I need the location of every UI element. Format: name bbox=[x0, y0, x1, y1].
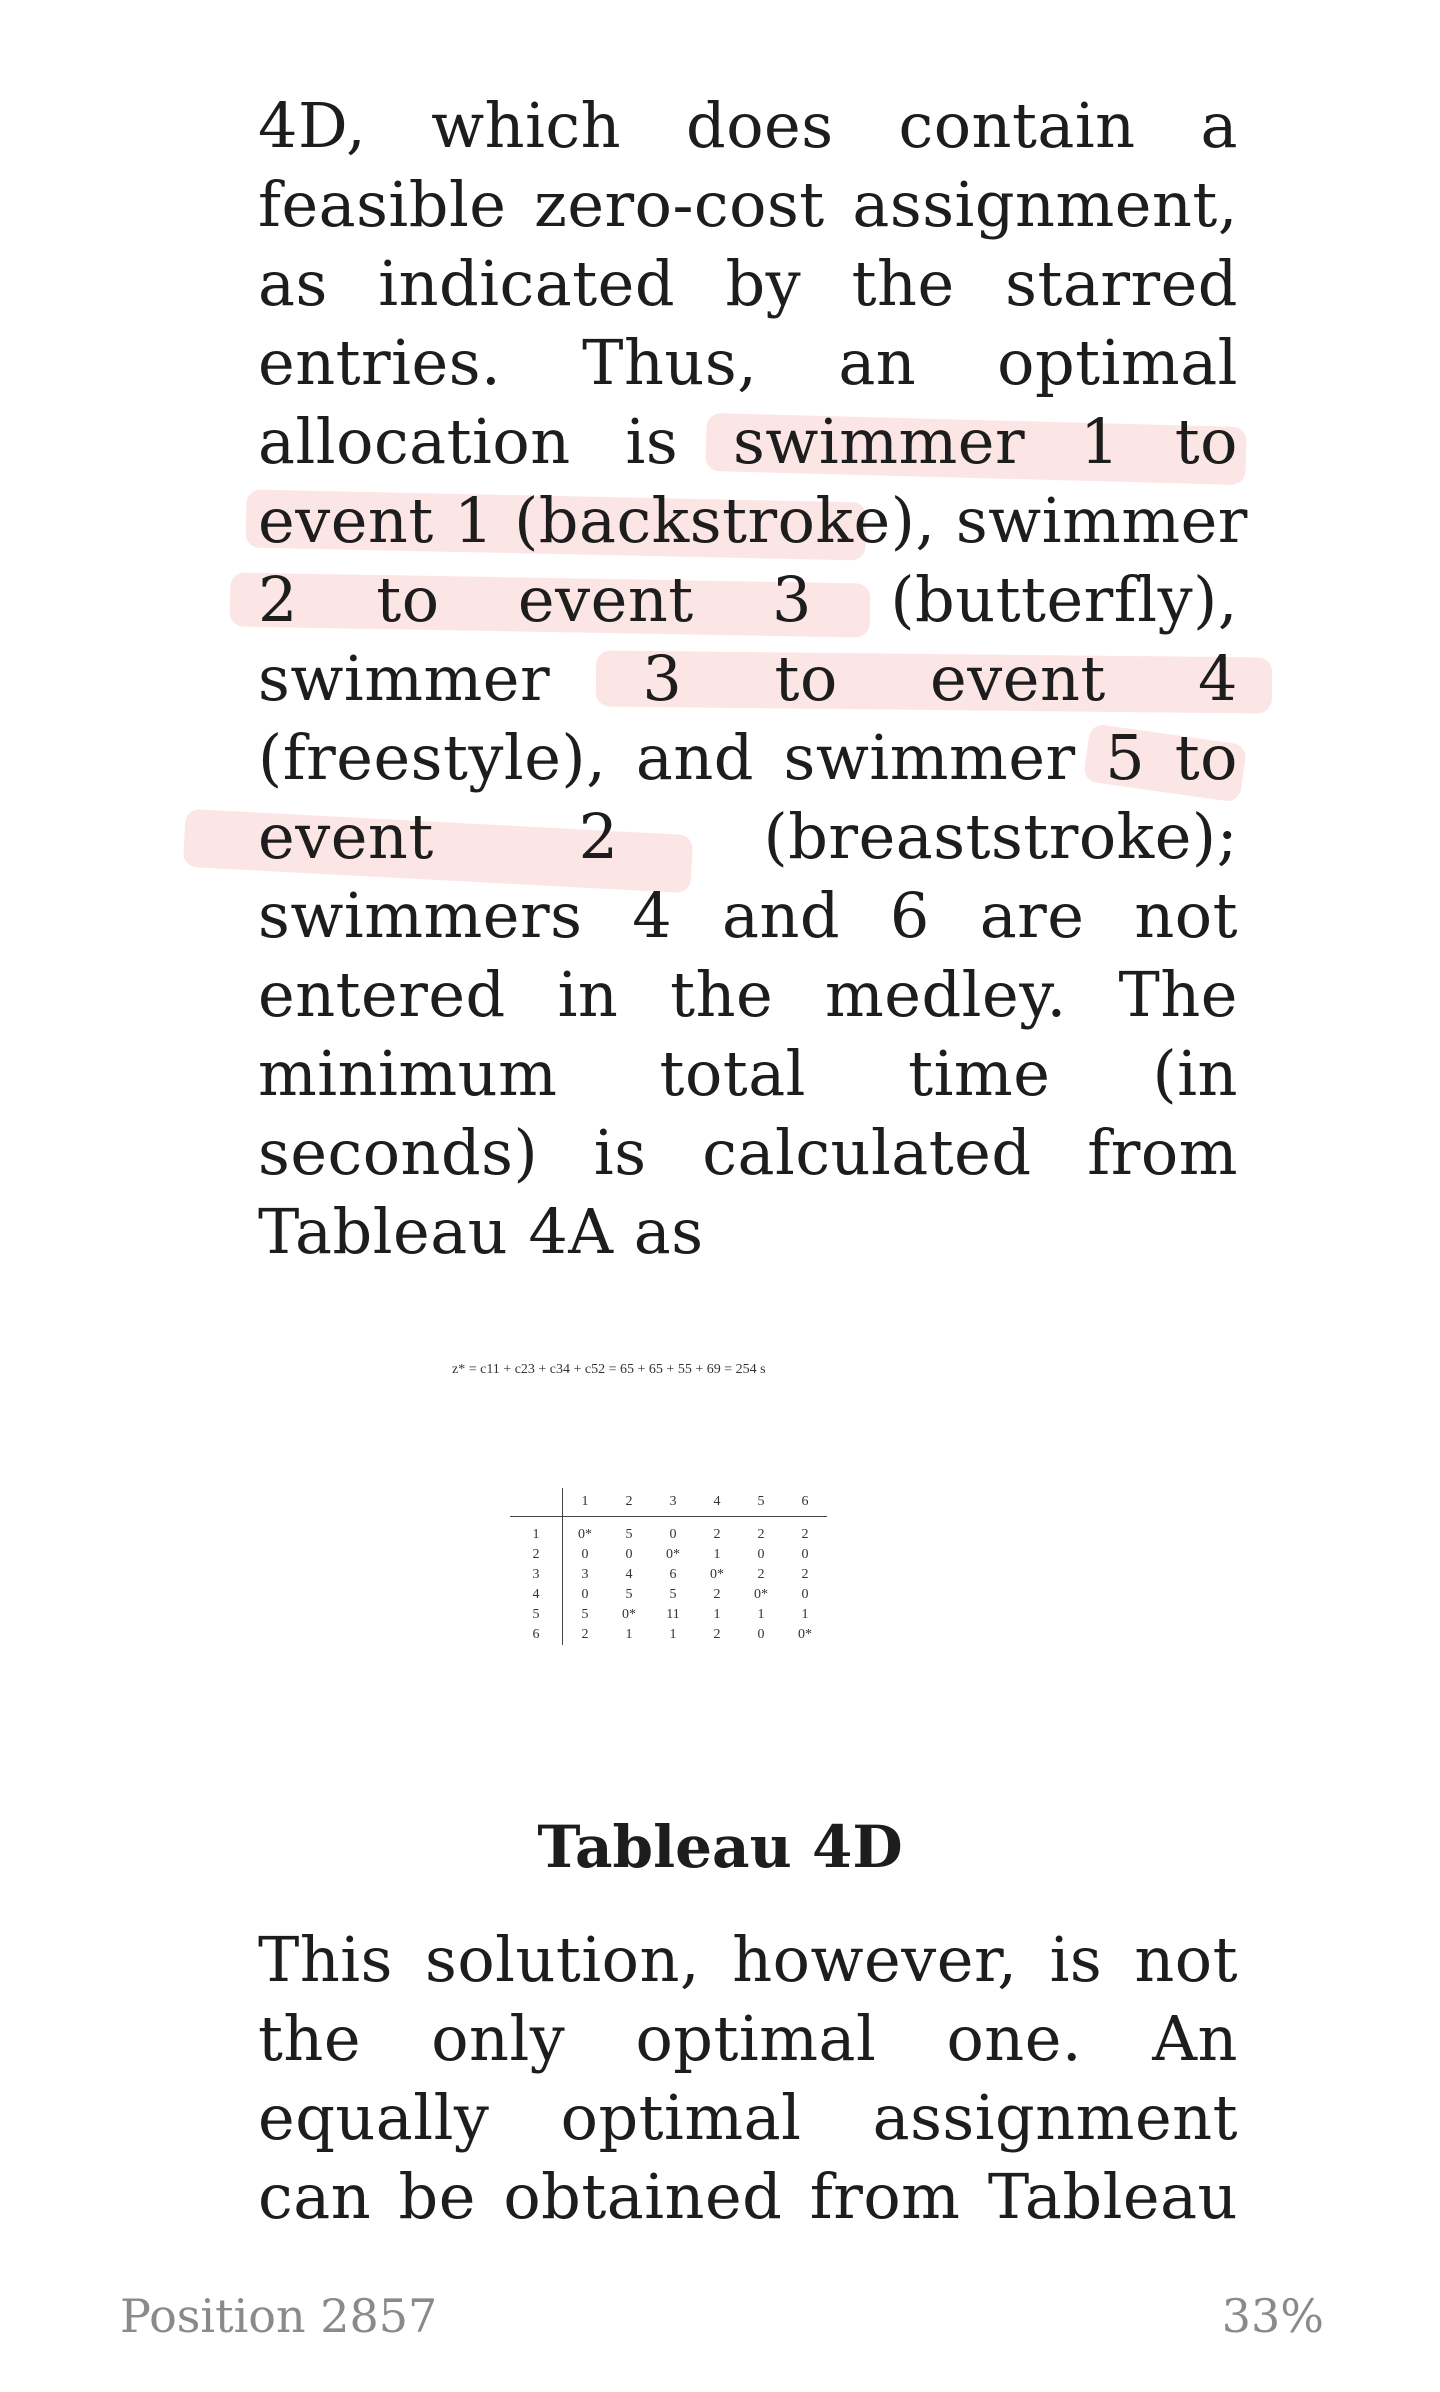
column-header: 4 bbox=[695, 1488, 739, 1517]
table-cell: 11 bbox=[666, 1607, 680, 1622]
table-cell: 2 bbox=[801, 1527, 809, 1542]
text-line: the only optimal one. An bbox=[258, 2002, 1238, 2075]
text-line: swimmers 4 and 6 are not bbox=[258, 879, 1238, 952]
text-line: as indicated by the starred bbox=[258, 247, 1238, 320]
table-cell: 0* bbox=[578, 1527, 592, 1542]
table-cell: 0 bbox=[757, 1627, 765, 1642]
text-line: Tableau 4A as bbox=[258, 1195, 704, 1268]
table-cell: 1 bbox=[801, 1607, 809, 1622]
text-line: entries. Thus, an optimal bbox=[258, 326, 1238, 399]
table-cell: 0* bbox=[754, 1587, 768, 1602]
text-line: entered in the medley. The bbox=[258, 958, 1238, 1031]
column-header: 6 bbox=[783, 1488, 827, 1517]
text-line: event 1 (backstroke), swimmer bbox=[258, 484, 1248, 557]
table-cell: 4 bbox=[625, 1567, 633, 1582]
reading-progress[interactable]: 33% bbox=[1221, 2289, 1324, 2343]
row-header: 1 bbox=[510, 1517, 563, 1546]
table-row bbox=[510, 1605, 827, 1625]
table-cell: 0 bbox=[669, 1527, 677, 1542]
table-cell: 2 bbox=[713, 1587, 721, 1602]
row-header: 4 bbox=[510, 1585, 563, 1605]
row-header: 3 bbox=[510, 1565, 563, 1585]
table-corner bbox=[510, 1488, 563, 1517]
table-cell: 5 bbox=[669, 1587, 677, 1602]
text-line: feasible zero-cost assignment, bbox=[258, 168, 1238, 241]
text-line: event 2 (breaststroke); bbox=[258, 800, 1238, 873]
table-cell: 2 bbox=[581, 1627, 589, 1642]
tableau-table bbox=[510, 1488, 827, 1645]
table-cell: 0* bbox=[798, 1627, 812, 1642]
table-cell: 2 bbox=[757, 1567, 765, 1582]
column-header: 5 bbox=[739, 1488, 783, 1517]
table-cell: 2 bbox=[801, 1567, 809, 1582]
row-header: 5 bbox=[510, 1605, 563, 1625]
table-cell: 1 bbox=[713, 1607, 721, 1622]
table-cell: 6 bbox=[669, 1567, 677, 1582]
table-row bbox=[510, 1517, 827, 1546]
column-header: 2 bbox=[607, 1488, 651, 1517]
table-cell: 5 bbox=[581, 1607, 589, 1622]
table-cell: 0 bbox=[757, 1547, 765, 1562]
text-line: can be obtained from Tableau bbox=[258, 2160, 1238, 2233]
table-header-row bbox=[510, 1488, 827, 1517]
table-cell: 0 bbox=[625, 1547, 633, 1562]
table-cell: 0* bbox=[666, 1547, 680, 1562]
reading-position[interactable]: Position 2857 bbox=[120, 2289, 438, 2343]
table-cell: 0* bbox=[710, 1567, 724, 1582]
table-cell: 3 bbox=[581, 1567, 589, 1582]
table-row bbox=[510, 1585, 827, 1605]
column-header: 1 bbox=[563, 1488, 608, 1517]
text-line: minimum total time (in bbox=[258, 1037, 1238, 1110]
text-line: equally optimal assignment bbox=[258, 2081, 1238, 2154]
text-line: (freestyle), and swimmer 5 to bbox=[258, 721, 1238, 794]
row-header: 6 bbox=[510, 1625, 563, 1645]
table-cell: 1 bbox=[669, 1627, 677, 1642]
table-cell: 2 bbox=[713, 1627, 721, 1642]
table-caption: Tableau 4D bbox=[537, 1813, 903, 1881]
table-cell: 1 bbox=[625, 1627, 633, 1642]
equation: z* = c11 + c23 + c34 + c52 = 65 + 65 + 55 + 69 = 254 s bbox=[452, 1362, 766, 1377]
text-line: 4D, which does contain a bbox=[258, 89, 1238, 162]
table-cell: 0 bbox=[801, 1587, 809, 1602]
table-cell: 0 bbox=[581, 1547, 589, 1562]
table-cell: 1 bbox=[757, 1607, 765, 1622]
table-cell: 0 bbox=[581, 1587, 589, 1602]
column-header: 3 bbox=[651, 1488, 695, 1517]
table-cell: 2 bbox=[713, 1527, 721, 1542]
table-cell: 5 bbox=[625, 1527, 633, 1542]
table-cell: 2 bbox=[757, 1527, 765, 1542]
text-line: seconds) is calculated from bbox=[258, 1116, 1238, 1189]
table-row bbox=[510, 1625, 827, 1645]
row-header: 2 bbox=[510, 1545, 563, 1565]
table-cell: 1 bbox=[713, 1547, 721, 1562]
text-line: 2 to event 3 (butterfly), bbox=[258, 563, 1238, 636]
table-row bbox=[510, 1545, 827, 1565]
text-line: This solution, however, is not bbox=[258, 1923, 1238, 1996]
table-cell: 0 bbox=[801, 1547, 809, 1562]
text-line: allocation is swimmer 1 to bbox=[258, 405, 1238, 478]
table-cell: 5 bbox=[625, 1587, 633, 1602]
table-row bbox=[510, 1565, 827, 1585]
text-line: swimmer 3 to event 4 bbox=[258, 642, 1238, 715]
table-cell: 0* bbox=[622, 1607, 636, 1622]
